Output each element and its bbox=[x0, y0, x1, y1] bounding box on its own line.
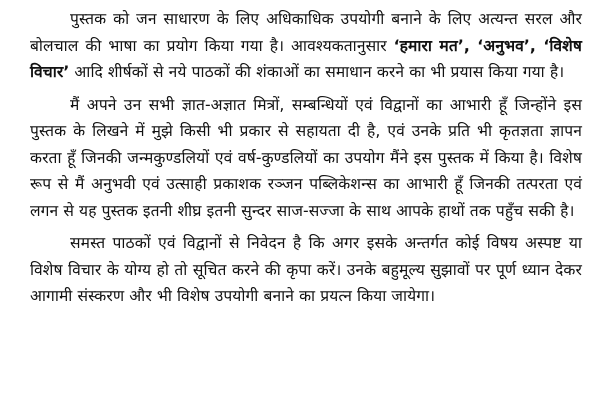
paragraph-acknowledgement bbox=[30, 92, 582, 225]
paragraph-text: मैं अपने उन सभी ज्ञात-अज्ञात मित्रों, सम्बन्धियों एवं विद्वानों का आभारी हूँ जिन्होंने इस पुस्तक के लिखने में मुझे किसी भी प्रकार से सहायता दी है, एवं उनके प्रति भी कृतज्ञता ज्ञापन करता हूँ जिनकी जन्मकुण्डलियों एवं वर्ष-कुण्डलियों का उपयोग मैंने इस पुस्तक में किया है। विशेष रूप से मैं अनुभवी एवं उत्साही प्रकाशक रञ्जन पब्लिकेशन्स का आभारी हूँ जिनकी तत्परता एवं लगन से यह पुस्तक इतनी शीघ्र इतनी सुन्दर साज-सज्जा के साथ आपके हाथों तक पहुँच सकी है। bbox=[30, 95, 582, 220]
paragraph-request bbox=[30, 230, 582, 310]
bold-section-titles: ‘हमारा मत’, ‘अनुभव’, ‘विशेष विचार’ bbox=[30, 36, 582, 81]
paragraph-purpose bbox=[30, 6, 582, 86]
paragraph-text: पुस्तक को जन साधारण के लिए अधिकाधिक उपयोगी बनाने के लिए अत्यन्त सरल और बोलचाल की भाषा का प्रयोग किया गया है। आवश्यकतानुसार bbox=[30, 10, 582, 55]
paragraph-text: समस्त पाठकों एवं विद्वानों से निवेदन है कि अगर इसके अन्तर्गत कोई विषय अस्पष्ट या विशेष विचार के योग्य हो तो सूचित करने की कृपा करें। उनके बहुमूल्य सुझावों पर पूर्ण ध्यान देकर आगामी संस्करण और भी विशेष उपयोगी बनाने का प्रयत्न किया जायेगा। bbox=[30, 234, 582, 305]
paragraph-text: आदि शीर्षकों से नये पाठकों की शंकाओं का समाधान करने का भी प्रयास किया गया है। bbox=[69, 63, 565, 81]
